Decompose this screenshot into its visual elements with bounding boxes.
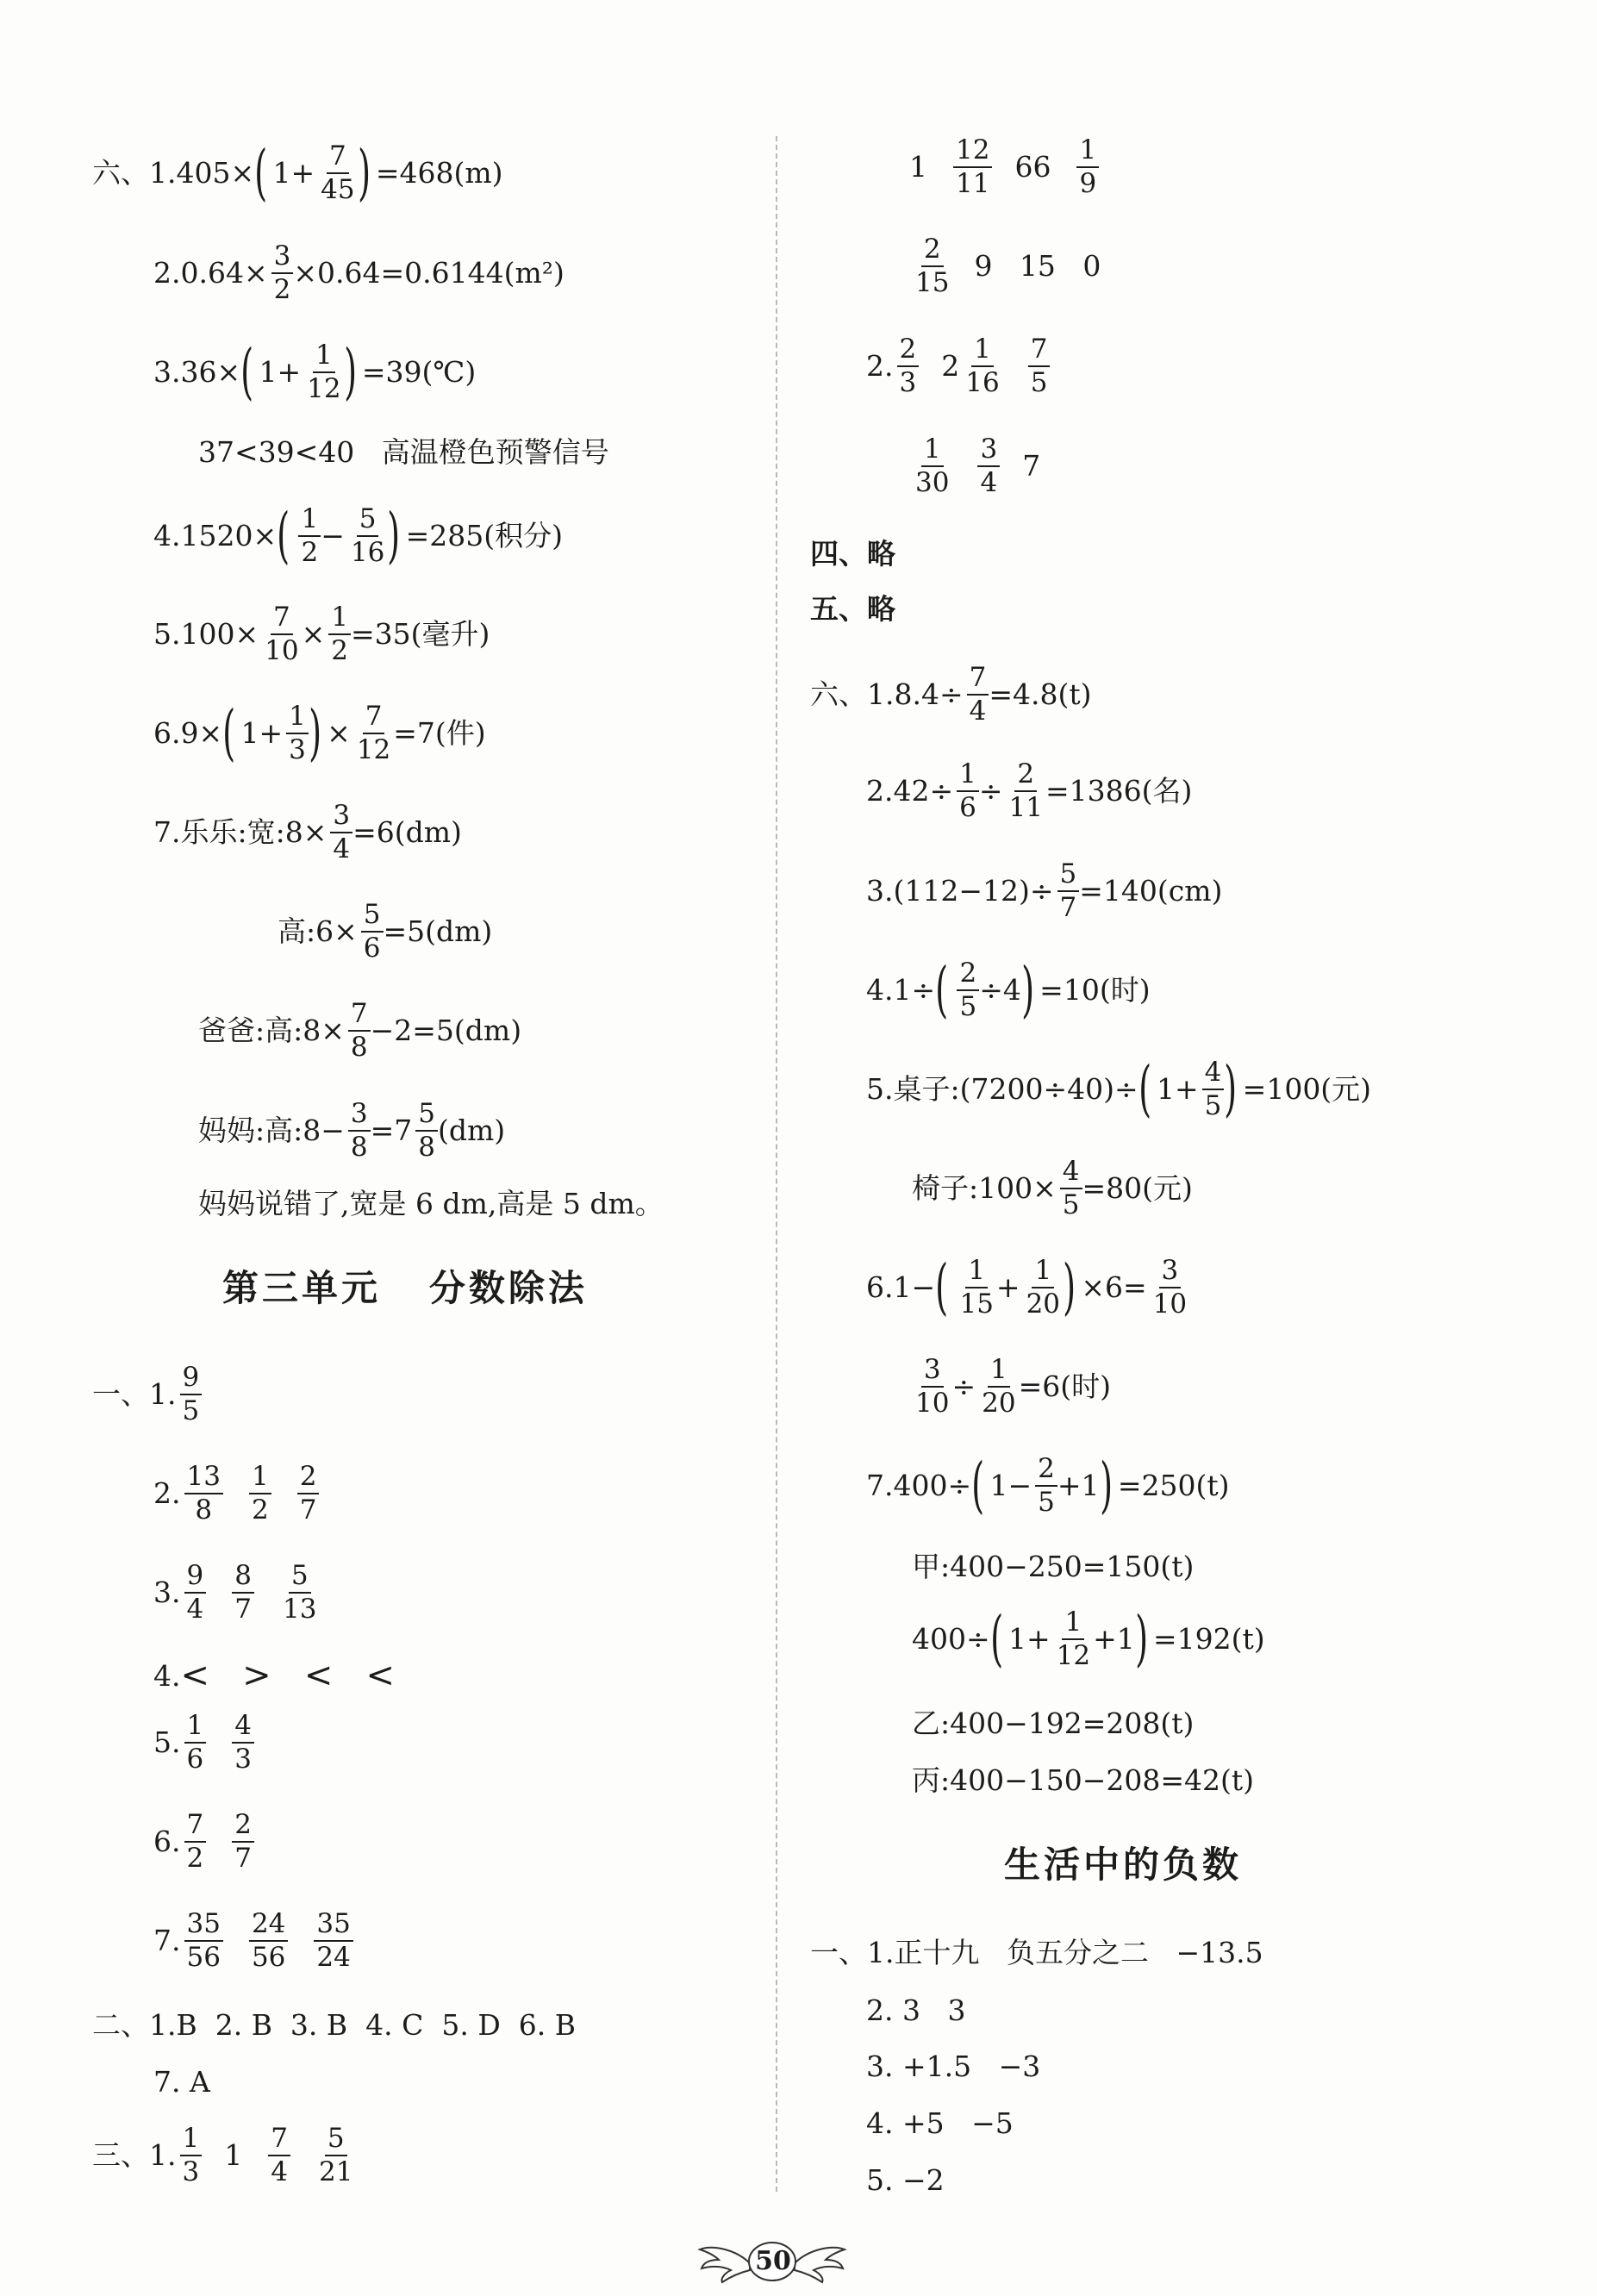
answer-right-3-1-row1: 1 $\frac{12}{11}$ 66 $\frac{1}{9}$ (909, 136, 1099, 198)
answer-left-6-7c: 爸爸:高:8× $\frac{7}{8}$ −2=5(dm) (198, 998, 522, 1063)
answer-right-6-5b: 椅子:100× $\frac{4}{5}$ =80(元) (912, 1156, 1193, 1220)
answer-left-1-5: 5. $\frac{1}{6}$ $\frac{4}{3}$ (153, 1712, 254, 1774)
answer-right-6-4: 4. 1÷ ( $\frac{2}{5}$ ÷4 ) =10(时) (866, 954, 1151, 1026)
answer-right-neg-2: 2. 3 3 (866, 1993, 966, 2027)
answer-right-3-2: 2. $\frac{2}{3}$ 2 $\frac{1}{16}$ $\frac{7}{5}$ (866, 335, 1050, 397)
answer-right-6-1: 六、1. 8.4÷ $\frac{7}{4}$ =4.8(t) (810, 662, 1092, 727)
answer-left-6-7d: 妈妈:高:8− $\frac{3}{8}$ =7 $\frac{5}{8}$ (dm) (198, 1098, 506, 1163)
answer-right-6-7b: 甲:400−250=150(t) (912, 1550, 1195, 1583)
answer-left-1-7: 7. $\frac{35}{56}$ $\frac{24}{56}$ $\frac{35}{24}$ (153, 1910, 353, 1972)
section-title-negative-numbers: 生活中的负数 (1004, 1844, 1243, 1886)
answer-left-6-7: 7. 乐乐:宽:8× $\frac{3}{4}$ =6(dm) (153, 800, 462, 864)
answer-right-6-6: 6. 1− ( $\frac{1}{15}$ + $\frac{1}{20}$ ) ×6= $\frac{3}{10}$ (866, 1251, 1188, 1323)
answer-left-1-6: 6. $\frac{7}{2}$ $\frac{2}{7}$ (153, 1811, 254, 1873)
column-divider (776, 136, 777, 2192)
page-number-badge (695, 2232, 850, 2293)
answer-right-6-2: 2. 42÷ $\frac{1}{6}$ ÷ $\frac{2}{11}$ =1386(名) (866, 758, 1193, 823)
answer-right-6-7d: 乙:400−192=208(t) (912, 1706, 1195, 1740)
answer-left-6-3: 3. 36× ( 1+ $\frac{1}{12}$ ) =39(℃) (153, 336, 477, 408)
answer-right-4: 四、略 (810, 537, 895, 571)
answer-right-6-3: 3. (112−12)÷ $\frac{5}{7}$ =140(cm) (866, 858, 1223, 923)
answer-left-1-3: 3. $\frac{9}{4}$ $\frac{8}{7}$ $\frac{5}{13}$ (153, 1560, 317, 1625)
answer-right-6-7e: 丙:400−150−208=42(t) (912, 1763, 1255, 1797)
answer-right-neg-3: 3. +1.5 −3 (866, 2050, 1041, 2083)
unit-title: 第三单元 分数除法 (222, 1267, 588, 1309)
answer-left-2-7: 7. A (153, 2065, 210, 2099)
answer-right-6-7: 7. 400÷ ( 1− $\frac{2}{5}$ +1 ) =250(t) (866, 1450, 1230, 1521)
answer-right-neg-4: 4. +5 −5 (866, 2106, 1014, 2140)
answer-right-6-7c: 400÷ ( 1+ $\frac{1}{12}$ +1 ) =192(t) (912, 1603, 1265, 1675)
answer-left-6-6: 6. 9× ( 1+ $\frac{1}{3}$ ) × $\frac{7}{12}$ =7(件) (153, 697, 486, 769)
answer-right-3-2-row2: $\frac{1}{30}$ $\frac{3}{4}$ 7 (915, 434, 1041, 498)
answer-right-6-5: 5. 桌子:(7200÷40)÷ ( 1+ $\frac{4}{5}$ ) =100(元) (866, 1053, 1372, 1125)
answer-right-6-6b: $\frac{3}{10}$ ÷ $\frac{1}{20}$ =6(时) (915, 1354, 1111, 1419)
answer-left-6-4: 4. 1520× ( $\frac{1}{2}$ − $\frac{5}{16}$ ) =285(积分) (153, 500, 563, 571)
answer-left-6-2: 2. 0.64× $\frac{3}{2}$ ×0.64=0.6144(m²) (153, 240, 565, 305)
answer-right-neg-5: 5. −2 (866, 2163, 945, 2197)
answer-left-6-7e: 妈妈说错了,宽是 6 dm,高是 5 dm。 (198, 1187, 664, 1220)
answer-left-1-2: 2. $\frac{13}{8}$ $\frac{1}{2}$ $\frac{2}{7}$ (153, 1463, 319, 1525)
answer-left-6-1: 六、1. 405× ( 1+ $\frac{7}{45}$ ) =468(m) (92, 137, 503, 209)
answer-left-3-1: 三、1. $\frac{1}{3}$ 1 $\frac{7}{4}$ $\frac{5}{21}$ (92, 2123, 353, 2187)
answer-left-1-1: 一、1. $\frac{9}{5}$ (92, 1363, 202, 1426)
answer-left-6-7b: 高:6× $\frac{5}{6}$ =5(dm) (278, 899, 493, 964)
answer-right-5: 五、略 (810, 592, 895, 626)
answer-right-neg-1: 一、1. 正十九 负五分之二 −13.5 (810, 1936, 1263, 1969)
answer-left-6-3b: 37<39<40 高温橙色预警信号 (198, 435, 609, 469)
answer-right-3-1-row2: $\frac{2}{15}$ 9 15 0 (915, 234, 1101, 298)
page-number: 50 (755, 2246, 791, 2276)
answer-left-6-5: 5. 100× $\frac{7}{10}$ × $\frac{1}{2}$ =35(毫升) (153, 602, 490, 666)
answer-left-2: 二、1. B 2. B 3. B 4. C 5. D 6. B (92, 2008, 576, 2042)
answer-left-1-4: 4. < > < < (153, 1656, 395, 1695)
